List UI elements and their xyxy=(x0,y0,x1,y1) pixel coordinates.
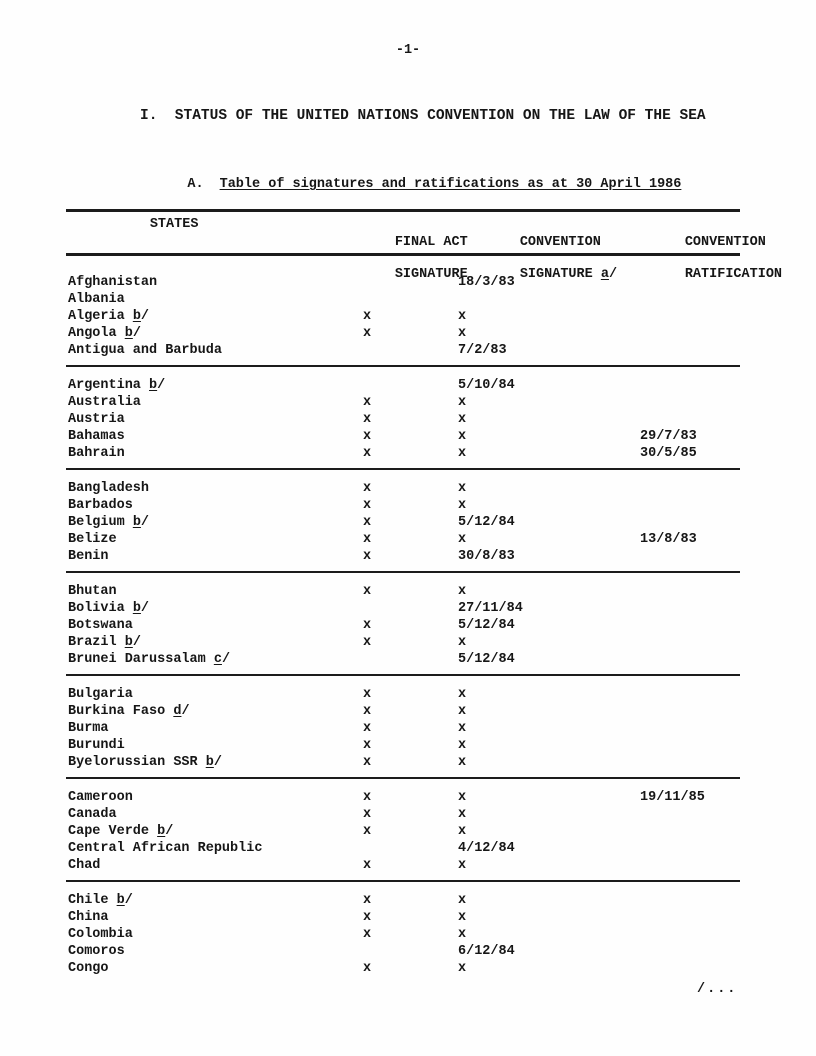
convention-ratification-value: 29/7/83 xyxy=(640,429,697,444)
convention-signature-value: 6/12/84 xyxy=(458,944,515,959)
final-act-signature-value: x xyxy=(363,584,372,599)
state-name: Central African Republic xyxy=(68,841,263,856)
final-act-signature-value: x xyxy=(363,927,372,942)
table-row xyxy=(66,377,740,394)
convention-signature-value: 7/2/83 xyxy=(458,343,507,358)
state-name: Byelorussian SSR b/ xyxy=(68,755,222,770)
state-name: Angola b/ xyxy=(68,326,141,341)
table-row xyxy=(66,274,740,291)
convention-signature-value: x xyxy=(458,704,467,719)
final-act-signature-value: x xyxy=(363,309,372,324)
table-row xyxy=(66,926,740,943)
state-name: Congo xyxy=(68,961,109,976)
state-group xyxy=(66,573,740,676)
state-name: Bangladesh xyxy=(68,481,150,496)
state-name: Comoros xyxy=(68,944,125,959)
state-name: Bolivia b/ xyxy=(68,601,150,616)
table-row xyxy=(66,291,740,308)
convention-signature-value: x xyxy=(458,687,467,702)
table-row xyxy=(66,943,740,960)
final-act-signature-value: x xyxy=(363,858,372,873)
table-row xyxy=(66,840,740,857)
column-header-states xyxy=(85,201,198,249)
table-row xyxy=(66,308,740,325)
table-row xyxy=(66,823,740,840)
convention-signature-value: x xyxy=(458,446,467,461)
table-row xyxy=(66,497,740,514)
state-name: Bulgaria xyxy=(68,687,133,702)
table-row xyxy=(66,342,740,359)
column-header-states-label: STATES xyxy=(149,217,199,232)
table-row xyxy=(66,806,740,823)
convention-signature-value: x xyxy=(458,326,467,341)
state-name: Botswana xyxy=(68,618,133,633)
final-act-signature-value: x xyxy=(363,395,372,410)
state-name: Cape Verde b/ xyxy=(68,824,174,839)
table-row xyxy=(66,737,740,754)
state-name: Cameroon xyxy=(68,790,133,805)
convention-signature-value: x xyxy=(458,927,467,942)
convention-ratification-value: 13/8/83 xyxy=(640,532,697,547)
convention-signature-value: x xyxy=(458,824,467,839)
table-row xyxy=(66,428,740,445)
table-row xyxy=(66,754,740,771)
table-row xyxy=(66,686,740,703)
convention-signature-value: x xyxy=(458,721,467,736)
table-row xyxy=(66,789,740,806)
table-row xyxy=(66,909,740,926)
final-act-signature-value: x xyxy=(363,446,372,461)
state-name: Burkina Faso d/ xyxy=(68,704,190,719)
state-group xyxy=(66,779,740,882)
convention-signature-value: x xyxy=(458,498,467,513)
final-act-signature-value: x xyxy=(363,721,372,736)
state-name: Algeria b/ xyxy=(68,309,150,324)
caption-text: Table of signatures and ratifications as at 30 April 1986 xyxy=(219,177,682,192)
convention-signature-value: 18/3/83 xyxy=(458,275,515,290)
convention-signature-value: x xyxy=(458,738,467,753)
convention-signature-value: x xyxy=(458,309,467,324)
state-group xyxy=(66,882,740,983)
state-name: Albania xyxy=(68,292,125,307)
state-name: Canada xyxy=(68,807,117,822)
final-act-signature-value: x xyxy=(363,481,372,496)
state-name: Antigua and Barbuda xyxy=(68,343,222,358)
state-name: Brunei Darussalam c/ xyxy=(68,652,231,667)
convention-signature-value: x xyxy=(458,635,467,650)
convention-signature-value: x xyxy=(458,893,467,908)
table-row xyxy=(66,892,740,909)
convention-signature-value: x xyxy=(458,910,467,925)
column-header-final-line1: FINAL ACT xyxy=(394,235,468,250)
table-caption xyxy=(155,159,681,210)
state-name: Burma xyxy=(68,721,109,736)
table-row xyxy=(66,514,740,531)
table-row xyxy=(66,600,740,617)
convention-signature-value: 5/12/84 xyxy=(458,515,515,530)
column-header-final-line2: SIGNATURE xyxy=(394,267,468,282)
state-name: China xyxy=(68,910,109,925)
caption-prefix: A. xyxy=(187,177,204,192)
column-header-conv-line1: CONVENTION xyxy=(519,235,601,250)
table-row xyxy=(66,394,740,411)
convention-signature-value: x xyxy=(458,532,467,547)
final-act-signature-value: x xyxy=(363,824,372,839)
section-title: I. STATUS OF THE UNITED NATIONS CONVENTION ON THE LAW OF THE SEA xyxy=(140,108,706,124)
convention-signature-value: x xyxy=(458,429,467,444)
state-name: Chile b/ xyxy=(68,893,133,908)
table-row xyxy=(66,960,740,977)
state-group xyxy=(66,470,740,573)
table-row xyxy=(66,548,740,565)
signatures-table xyxy=(66,209,783,983)
final-act-signature-value: x xyxy=(363,412,372,427)
state-name: Belgium b/ xyxy=(68,515,150,530)
table-row xyxy=(66,703,740,720)
final-act-signature-value: x xyxy=(363,549,372,564)
convention-signature-value: 4/12/84 xyxy=(458,841,515,856)
final-act-signature-value: x xyxy=(363,687,372,702)
final-act-signature-value: x xyxy=(363,326,372,341)
final-act-signature-value: x xyxy=(363,790,372,805)
page-number: -1- xyxy=(395,43,421,58)
table-row xyxy=(66,480,740,497)
state-name: Brazil b/ xyxy=(68,635,141,650)
convention-ratification-value: 19/11/85 xyxy=(640,790,705,805)
state-name: Bahamas xyxy=(68,429,125,444)
table-row xyxy=(66,857,740,874)
convention-signature-value: x xyxy=(458,395,467,410)
table-row xyxy=(66,445,740,462)
state-name: Belize xyxy=(68,532,117,547)
column-header-rat-line1: CONVENTION xyxy=(684,235,766,250)
table-row xyxy=(66,617,740,634)
table-header xyxy=(66,212,783,282)
final-act-signature-value: x xyxy=(363,807,372,822)
state-name: Afghanistan xyxy=(68,275,158,290)
convention-signature-value: 27/11/84 xyxy=(458,601,523,616)
final-act-signature-value: x xyxy=(363,429,372,444)
final-act-signature-value: x xyxy=(363,910,372,925)
final-act-signature-value: x xyxy=(363,755,372,770)
state-group xyxy=(66,367,740,470)
state-name: Benin xyxy=(68,549,109,564)
final-act-signature-value: x xyxy=(363,961,372,976)
state-name: Argentina b/ xyxy=(68,378,166,393)
table-row xyxy=(66,720,740,737)
convention-signature-value: x xyxy=(458,584,467,599)
convention-signature-value: x xyxy=(458,858,467,873)
state-name: Burundi xyxy=(68,738,125,753)
final-act-signature-value: x xyxy=(363,532,372,547)
state-name: Colombia xyxy=(68,927,133,942)
convention-signature-value: x xyxy=(458,807,467,822)
convention-signature-value: x xyxy=(458,790,467,805)
convention-signature-value: x xyxy=(458,755,467,770)
table-row xyxy=(66,531,740,548)
final-act-signature-value: x xyxy=(363,618,372,633)
state-name: Barbados xyxy=(68,498,133,513)
state-name: Chad xyxy=(68,858,101,873)
convention-signature-value: 30/8/83 xyxy=(458,549,515,564)
convention-signature-value: 5/12/84 xyxy=(458,652,515,667)
footnote-ref-a: a/ xyxy=(600,267,618,282)
table-row xyxy=(66,325,740,342)
table-row xyxy=(66,634,740,651)
state-name: Austria xyxy=(68,412,125,427)
final-act-signature-value: x xyxy=(363,893,372,908)
column-header-rat-line2: RATIFICATION xyxy=(684,267,783,282)
state-name: Australia xyxy=(68,395,141,410)
final-act-signature-value: x xyxy=(363,704,372,719)
convention-signature-value: x xyxy=(458,961,467,976)
final-act-signature-value: x xyxy=(363,738,372,753)
table-row xyxy=(66,411,740,428)
continuation-mark: /... xyxy=(697,982,738,997)
convention-signature-value: 5/10/84 xyxy=(458,378,515,393)
convention-signature-value: x xyxy=(458,481,467,496)
state-group xyxy=(66,676,740,779)
table-row xyxy=(66,583,740,600)
final-act-signature-value: x xyxy=(363,498,372,513)
table-row xyxy=(66,651,740,668)
final-act-signature-value: x xyxy=(363,515,372,530)
state-name: Bhutan xyxy=(68,584,117,599)
final-act-signature-value: x xyxy=(363,635,372,650)
state-name: Bahrain xyxy=(68,446,125,461)
convention-signature-value: x xyxy=(458,412,467,427)
convention-signature-value: 5/12/84 xyxy=(458,618,515,633)
column-header-conv-line2: SIGNATURE xyxy=(519,267,593,282)
convention-ratification-value: 30/5/85 xyxy=(640,446,697,461)
table-body xyxy=(66,256,740,983)
